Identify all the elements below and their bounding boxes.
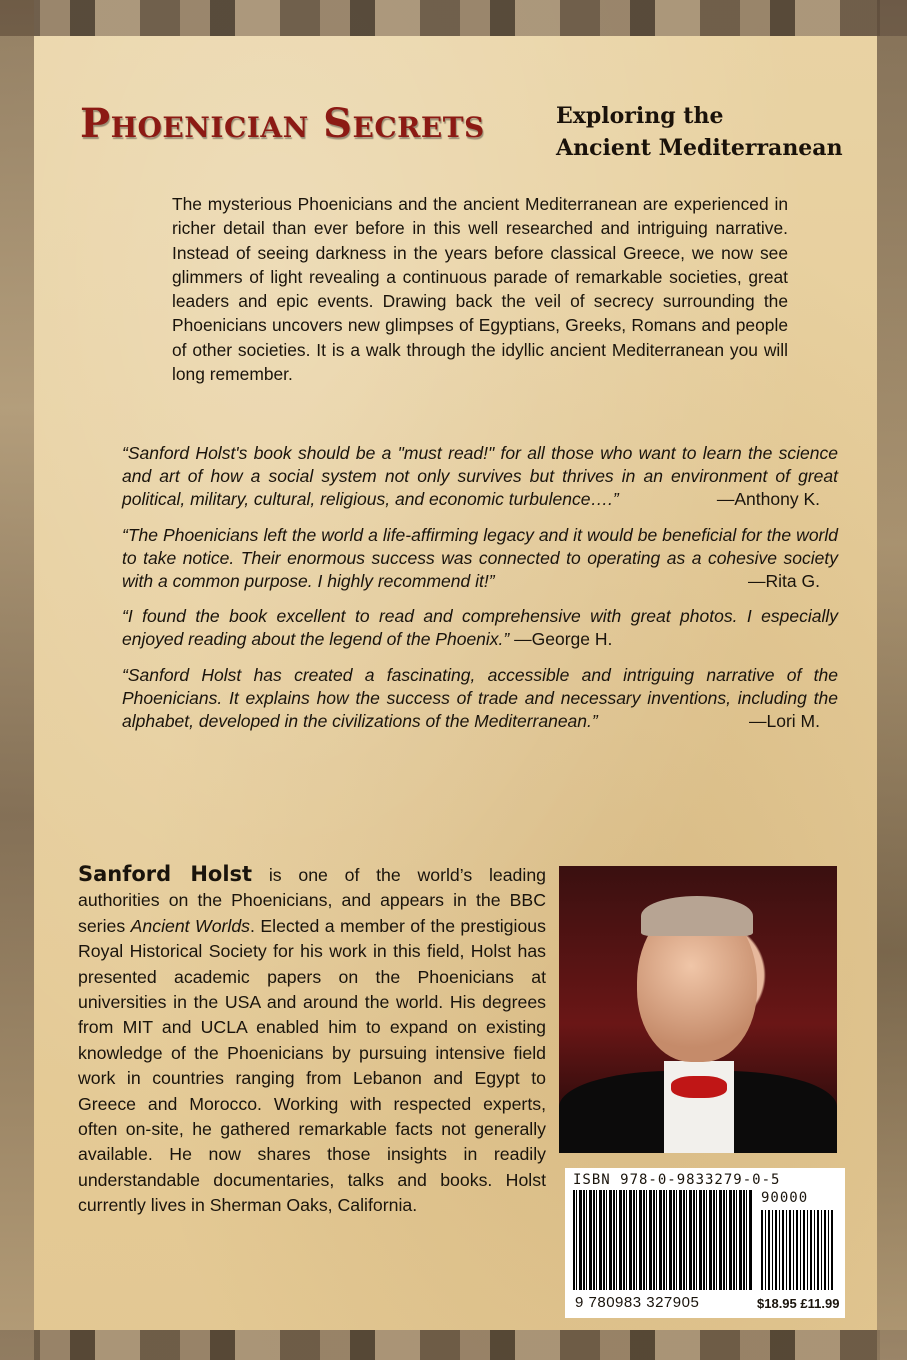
barcode-number: 9 780983 327905 (575, 1294, 700, 1311)
subtitle-line-2: Ancient Mediterranean (556, 135, 843, 161)
book-description: The mysterious Phoenicians and the ancient Mediterranean are experienced in richer detail than ever before in this well researched and intriguing narrative. Instead of seeing darkness in the years before classical Greece, we now see glimmers of light revealing a continuous parade of remarkable societies, great leaders and epic events. Drawing back the veil of secrecy surrounding the Phoenicians uncovers new glimpses of Egyptians, Greeks, Romans and people of other societies. It is a walk through the idyllic ancient Mediterranean you will long remember. (172, 194, 788, 385)
review-quote: “The Phoenicians left the world a life-affirming legacy and it would be beneficial for the world to take notice. Their enormous success was connected to operating as a cohesive society with a common purpose. I highly recommend it!” (122, 524, 838, 592)
review-2 (122, 524, 838, 594)
author-name: Sanford Holst (78, 862, 253, 886)
review-3 (122, 605, 838, 651)
book-title: Phoenician Secrets (80, 100, 485, 147)
review-1 (122, 442, 838, 512)
reviews-section (122, 442, 838, 745)
author-photo (559, 866, 837, 1153)
review-4 (122, 664, 838, 734)
stone-border-bottom (0, 1330, 907, 1360)
author-bio (78, 862, 546, 1219)
stone-border-right (877, 0, 907, 1360)
barcode-addon-bars (761, 1210, 835, 1290)
review-quote: “Sanford Holst's book should be a "must read!" for all those who want to learn the science and art of how a social system not only survives but thrives in an environment of great political, military, cultural, religious, and economic turbulence….” (122, 443, 838, 510)
book-subtitle (556, 100, 856, 164)
bio-text-2: . Elected a member of the prestigious Royal Historical Society for his work in this field, Holst has presented academic papers on the Phoenicians at universities in the USA and around the world. His degrees from MIT and UCLA enabled him to expand on existing knowledge of the Phoenicians by pursuing intensive field work in countries ranging from Lebanon and Egypt to Greece and Morocco. Working with respected experts, often on-site, he gathered remarkable facts not generally available. He now shares those insights in readily understandable documentaries, talks and books. Holst currently lives in Sherman Oaks, California. (78, 915, 546, 1216)
review-author: —Rita G. (748, 571, 820, 592)
stone-border-top (0, 0, 907, 36)
barcode-bars (573, 1190, 753, 1290)
barcode-addon: 90000 (761, 1190, 809, 1206)
review-quote: “Sanford Holst has created a fascinating, accessible and intriguing narrative of the Phoenicians. It explains how the success of trade and necessary inventions, including the alphabet, developed in the civilizations of the Mediterranean.” (122, 664, 838, 732)
price-label: $18.95 £11.99 (757, 1296, 840, 1311)
isbn-barcode (565, 1168, 845, 1318)
bio-text-1: is one of the world’s leading authorities on the Phoenicians, and appears in the BBC series (78, 865, 547, 936)
review-author: —George H. (514, 629, 613, 650)
isbn-label: ISBN 978-0-9833279-0-5 (573, 1172, 781, 1188)
stone-border-left (0, 0, 34, 1360)
bio-series-title: Ancient Worlds (130, 915, 251, 936)
review-author: —Lori M. (749, 711, 820, 732)
review-quote: “I found the book excellent to read and comprehensive with great photos. I especially enjoyed reading about the legend of the Phoenix.” (122, 606, 838, 650)
review-author: —Anthony K. (716, 489, 820, 510)
subtitle-line-1: Exploring the (556, 103, 724, 129)
